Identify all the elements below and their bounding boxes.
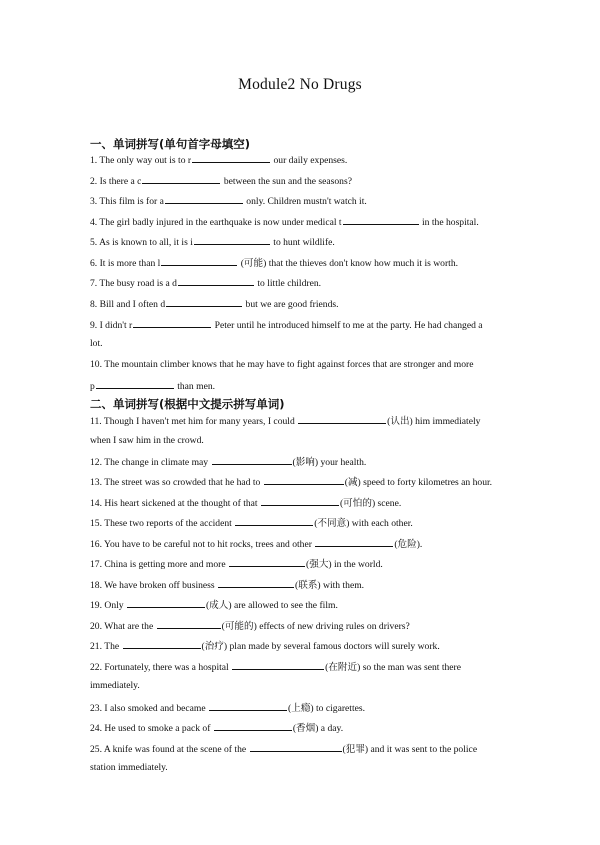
section-1-heading: 一、单词拼写(单句首字母填空) (90, 137, 251, 151)
answer-blank[interactable] (261, 496, 339, 506)
question-25-continued: station immediately. (90, 762, 168, 773)
answer-blank[interactable] (178, 276, 254, 286)
answer-blank[interactable] (166, 297, 242, 307)
answer-blank[interactable] (212, 455, 292, 465)
answer-blank[interactable] (343, 215, 419, 225)
answer-blank[interactable] (127, 598, 205, 608)
question-17: 17. China is getting more and more (强大) in the world. (90, 559, 383, 570)
question-12: 12. The change in climate may (影响) your health. (90, 457, 367, 468)
answer-blank[interactable] (123, 639, 201, 649)
question-9: 9. I didn't r Peter until he introduced himself to me at the party. He had changed a (90, 320, 483, 331)
question-10-continued: p than men. (90, 381, 216, 392)
answer-blank[interactable] (214, 721, 292, 731)
answer-blank[interactable] (142, 174, 220, 184)
answer-blank[interactable] (194, 235, 270, 245)
answer-blank[interactable] (209, 701, 287, 711)
question-7: 7. The busy road is a d to little children. (90, 278, 322, 289)
question-24: 24. He used to smoke a pack of (香烟) a day. (90, 723, 344, 734)
answer-blank[interactable] (315, 537, 393, 547)
question-21: 21. The (治疗) plan made by several famous doctors will surely work. (90, 641, 440, 652)
question-9-continued: lot. (90, 338, 103, 349)
answer-blank[interactable] (235, 516, 313, 526)
question-1: 1. The only way out is to r our daily expenses. (90, 155, 348, 166)
question-23: 23. I also smoked and became (上瘾) to cigarettes. (90, 703, 366, 714)
question-25: 25. A knife was found at the scene of the (犯罪) and it was sent to the police (90, 744, 478, 755)
answer-blank[interactable] (161, 256, 237, 266)
question-22: 22. Fortunately, there was a hospital (在附近) so the man was sent there (90, 662, 462, 673)
answer-blank[interactable] (165, 194, 243, 204)
page-title: Module2 No Drugs (238, 76, 362, 93)
question-13: 13. The street was so crowded that he had to (减) speed to forty kilometres an hour. (90, 477, 493, 488)
answer-blank[interactable] (218, 578, 294, 588)
question-16: 16. You have to be careful not to hit rocks, trees and other (危险). (90, 539, 423, 550)
section-2-heading: 二、单词拼写(根据中文提示拼写单词) (90, 397, 285, 411)
answer-blank[interactable] (250, 742, 342, 752)
question-22-continued: immediately. (90, 680, 140, 691)
question-8: 8. Bill and I often d but we are good friends. (90, 299, 339, 310)
answer-blank[interactable] (298, 414, 386, 424)
answer-blank[interactable] (96, 379, 174, 389)
question-19: 19. Only (成人) are allowed to see the film. (90, 600, 338, 611)
question-20: 20. What are the (可能的) effects of new driving rules on drivers? (90, 621, 410, 632)
answer-blank[interactable] (229, 557, 305, 567)
answer-blank[interactable] (157, 619, 221, 629)
question-2: 2. Is there a c between the sun and the seasons? (90, 176, 352, 187)
question-6: 6. It is more than l (可能) that the thieves don't know how much it is worth. (90, 258, 459, 269)
answer-blank[interactable] (232, 660, 324, 670)
answer-blank[interactable] (192, 153, 270, 163)
question-4: 4. The girl badly injured in the earthquake is now under medical t in the hospital. (90, 217, 479, 228)
answer-blank[interactable] (264, 475, 344, 485)
question-11-continued: when I saw him in the crowd. (90, 435, 204, 446)
question-3: 3. This film is for a only. Children mustn't watch it. (90, 196, 367, 207)
answer-blank[interactable] (133, 318, 211, 328)
question-5: 5. As is known to all, it is i to hunt wildlife. (90, 237, 335, 248)
question-11: 11. Though I haven't met him for many years, I could (认出) him immediately (90, 416, 481, 427)
question-15: 15. These two reports of the accident (不同意) with each other. (90, 518, 413, 529)
question-18: 18. We have broken off business (联系) with them. (90, 580, 365, 591)
question-10: 10. The mountain climber knows that he may have to fight against forces that are stronger and more (90, 359, 474, 370)
question-14: 14. His heart sickened at the thought of that (可怕的) scene. (90, 498, 402, 509)
